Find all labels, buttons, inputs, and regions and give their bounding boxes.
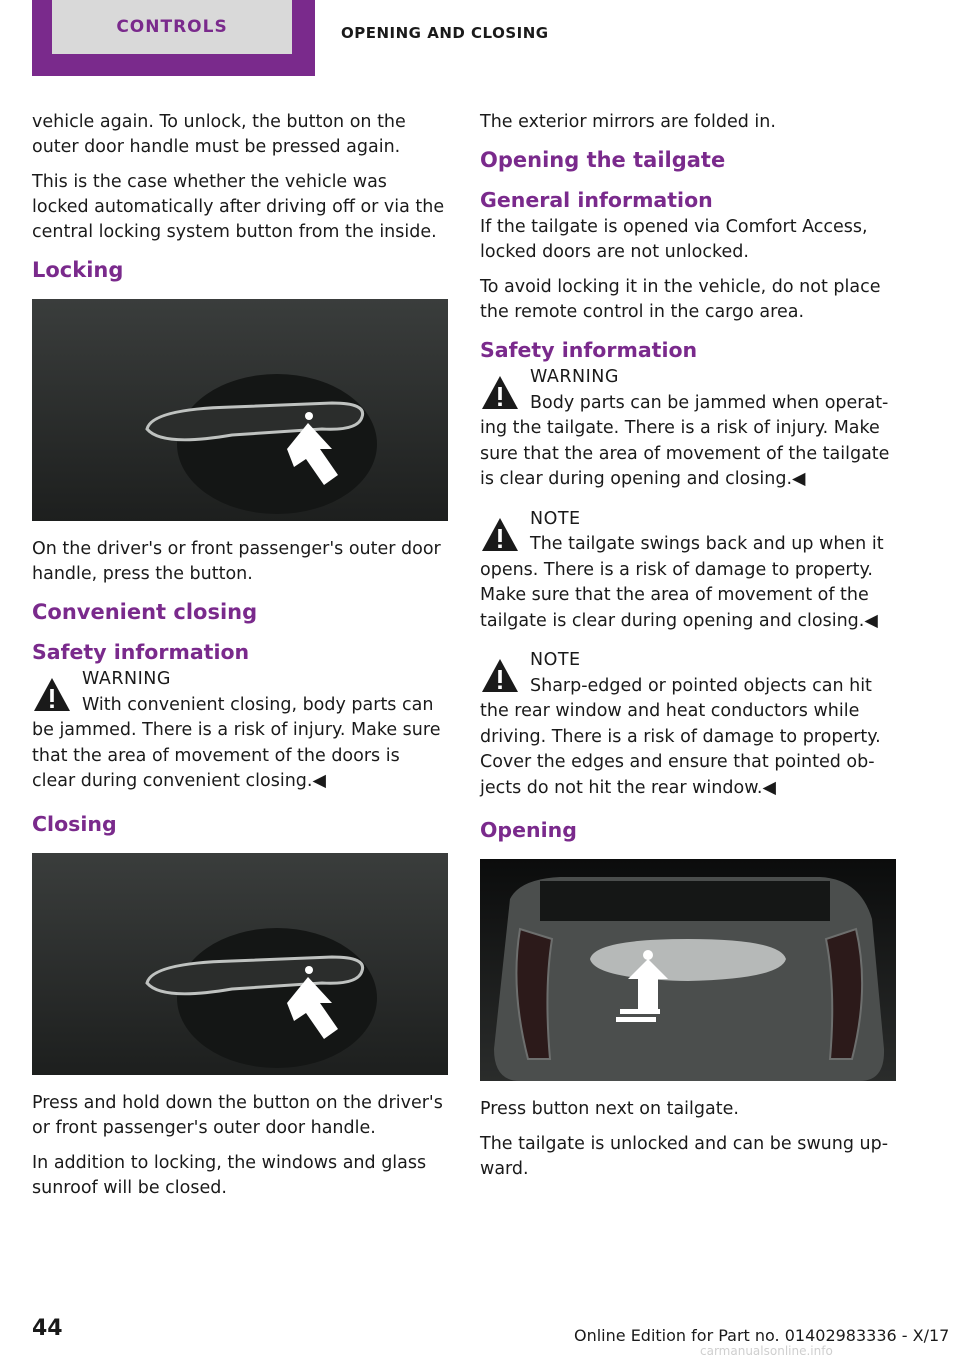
chapter-tab: CONTROLS	[52, 0, 292, 54]
paragraph: The tailgate is unlocked and can be swung up‐ward.	[480, 1134, 889, 1179]
paragraph: The exterior mirrors are folded in.	[480, 112, 776, 132]
note-notice	[480, 507, 896, 635]
warning-notice	[480, 365, 896, 493]
heading-convenient-closing: Convenient closing	[32, 600, 258, 624]
watermark: carmanualsonline.info	[700, 1344, 833, 1358]
notice-label: WARNING	[82, 669, 171, 689]
notice-text: Body parts can be jammed when operat‐ing the tailgate. There is a risk of injury. Make sure that the area of movement of the tailgate is clear during opening and closing.◀	[480, 392, 890, 489]
door-handle-photo	[32, 299, 448, 521]
heading-closing: Closing	[32, 811, 117, 836]
paragraph: To avoid locking it in the vehicle, do not place the remote control in the cargo area.	[480, 277, 881, 322]
heading-opening-the-tailgate: Opening the tailgate	[480, 148, 726, 172]
notice-label: WARNING	[530, 367, 619, 387]
warning-triangle-icon	[480, 373, 520, 413]
notice-text: Sharp-edged or pointed objects can hit the rear window and heat conductors while driving. There is a risk of damage to property. Cover the edges and ensure that pointed ob‐jects do not hit the rear window.◀	[480, 675, 881, 798]
warning-notice	[32, 667, 448, 795]
heading-safety-information: Safety information	[480, 338, 698, 362]
paragraph: vehicle again. To unlock, the button on the outer door handle must be pressed again.	[32, 112, 406, 157]
heading-safety-information: Safety information	[32, 640, 250, 664]
note-notice	[480, 648, 896, 801]
heading-locking: Locking	[32, 258, 124, 282]
right-column	[480, 110, 896, 1192]
notice-text: The tailgate swings back and up when it opens. There is a risk of damage to property. Make sure that the area of movement of the tailgate is clear during opening and closing.◀	[480, 534, 884, 631]
page-number: 44	[32, 1316, 63, 1341]
figure-caption: Press and hold down the button on the driver's or front passenger's outer door handle.	[32, 1092, 443, 1138]
paragraph: This is the case whether the vehicle was locked automatically after driving off or via the central locking system button from the inside.	[32, 172, 445, 242]
door-handle-photo	[32, 853, 448, 1075]
warning-triangle-icon	[480, 656, 520, 696]
figure-caption: On the driver's or front passenger's outer door handle, press the button.	[32, 539, 441, 584]
figure-caption: Press button next on tailgate.	[480, 1099, 739, 1119]
section-title: OPENING AND CLOSING	[341, 24, 549, 42]
paragraph: If the tailgate is opened via Comfort Access, locked doors are not unlocked.	[480, 217, 868, 262]
tailgate-photo	[480, 859, 896, 1081]
paragraph: In addition to locking, the windows and glass sunroof will be closed.	[32, 1152, 427, 1198]
left-column	[32, 110, 448, 1211]
heading-general-information: General information	[480, 188, 713, 212]
warning-triangle-icon	[32, 675, 72, 715]
notice-text: With convenient closing, body parts can be jammed. There is a risk of injury. Make sure that the area of movement of the doors is clear during convenient closing.◀	[32, 694, 441, 791]
edition-note: Online Edition for Part no. 01402983336 - X/17	[574, 1326, 950, 1345]
notice-label: NOTE	[530, 508, 581, 529]
warning-triangle-icon	[480, 515, 520, 555]
notice-label: NOTE	[530, 650, 581, 670]
heading-opening: Opening	[480, 818, 577, 842]
